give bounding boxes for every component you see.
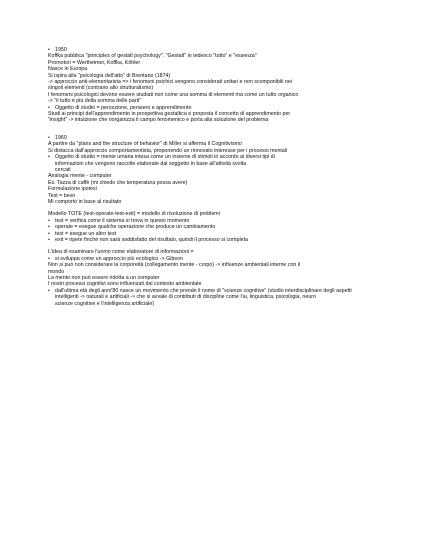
section-1-line: Koffka pubblica "principles of gestalt psychology". "Gestalt" in tedesco "tutto" e "essenza" [48,53,257,60]
analogy-line: Formulazione ipotesi [48,186,97,193]
section-1-after-line: Studi ai principi dell'apprendimento in prospettiva gestaltica e proposta il concetto di apprendimento per [48,111,291,118]
closing-line: L'idea di esaminare l'uomo come elaboratore di informazioni = [48,249,194,256]
section-2-line: Si distacca dall'approccio comportamentista, proponendo un rinnovato interesse per i processi mentali [48,147,288,154]
tote-item: • exit = ripete finché non sarà soddisfatto del risultato, quindi il processo si completa [48,237,378,243]
tote-item: • operate = esegue qualche operazione che produce un cambiamento [48,224,378,230]
closing-bullet: • si sviluppa come un approccio più ecologico -> Gibson [48,256,378,262]
section-2-year: • 1960 [48,135,378,141]
analogy-line: Mi comporto in base al risultato [48,198,122,205]
closing-line: I nostri processi cognitivi sono influenzati dal contesto ambientale [48,281,202,288]
section-1-after-line: "insight" -> intuizione che riorganizza il campo fenomenico e porta alla soluzione del problema [48,117,269,124]
document-page [48,47,378,307]
section-2-line: A partire da "plans and the structure of behavior" di Miller si afferma il Cognitivismo [48,141,242,148]
section-2-bullet-cont: cercati [55,166,71,173]
analogy-line: Es. Tazza di caffè (mi chiedo che temperatura possa avere) [48,179,188,186]
section-1-line: -> "il tutto è più della somma delle parti" [48,98,142,105]
tote-item: • test = esegue un altro test [48,231,378,237]
section-1-line: Si ispira alla "psicologia dell'atto" di Brentano (1874) [48,72,171,79]
closing-line: Non si può non considerare la corporeità (collegamento mente - corpo) -> influenze ambientali interne con il [48,262,301,269]
section-1-line: I fenomeni psicologici devono essere studiati non come una somma di elementi ma come un tutto organico [48,91,299,98]
section-2-bullet-cont: informazioni che vengono raccolte elaborate dal soggetto in base all'attività svolta [55,160,247,167]
closing-line: mondo [48,268,65,275]
tote-item: • test = verifica come il sistema si trova in questo momento [48,218,378,224]
analogy-line: Test = bevo [48,192,76,199]
final-bullet-cont: intelligenti -> naturali e artificiali -> che si avvale di contributi di discipline come l'ai, linguistica, psicologia, neuro [55,294,316,301]
section-1-line: singoli elementi (contrario allo strutturalismo) [48,85,154,92]
analogy-line: Analogia mente - computer [48,173,112,180]
section-2-bullet: • Oggetto di studio = mente umana intesa come un insieme di stimoli in accordo ai diversi tipi di [48,154,378,160]
tote-title: Modello TOTE (test-operate-test-exit) = modello di risoluzione di problemi [48,211,220,218]
section-1-bullet: • Oggetto di studio = percezione, pensiero e apprendimento [48,105,378,111]
section-1-line: Nasce in Europa [48,66,88,73]
final-bullet: • dall'ultima età degli anni'80 nasce un movimento che prende il nome di "scienze cognitive" (studio interdisciplinare degli aspetti [48,288,378,294]
section-spacer [48,124,378,135]
section-1-year: • 1950 [48,47,378,53]
section-1-line: -> approccio anti-elementarista => i fenomeni psichici vengono considerati unitari e non scomponibili nei [48,79,292,86]
final-bullet-cont: scienze cognitive e l'intelligenza artificiale) [55,300,155,307]
closing-line: La mente non può essere ridotta a un computer [48,275,160,281]
section-1-line: Promotori = Wertheimer, Koffka, Köhler [48,59,141,66]
